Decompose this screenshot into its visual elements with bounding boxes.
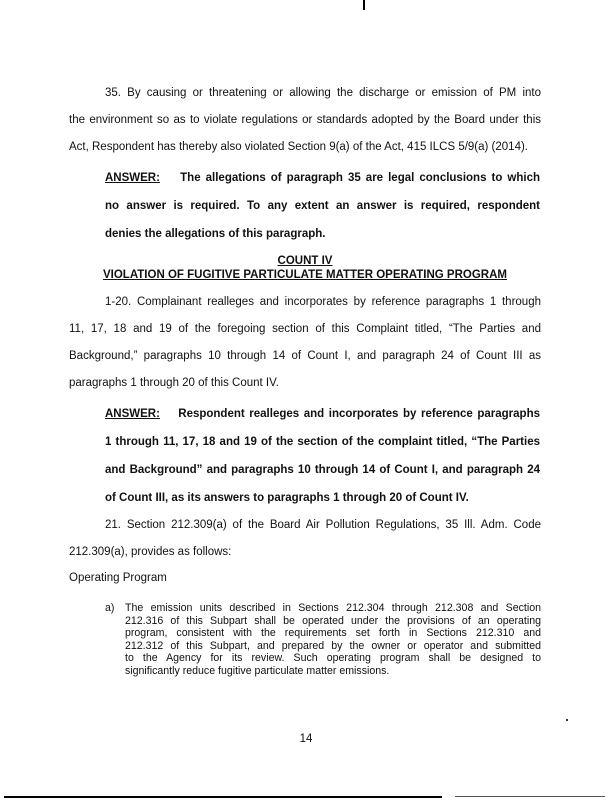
paragraph-line: the environment so as to violate regulations or standards adopted by the Board under this: [69, 114, 541, 126]
count-heading: [69, 254, 541, 282]
count-title: COUNT IV: [277, 255, 333, 267]
scan-mark-top: [363, 0, 365, 10]
quote-line: The emission units described in Sections 212.304 through 212.308 and Section: [125, 602, 541, 614]
paragraph-line: Background,” paragraphs 10 through 14 of Count I, and paragraph 24 of Count III as: [69, 350, 541, 362]
answer-35: [105, 164, 540, 248]
paragraph-line: Act, Respondent has thereby also violated Section 9(a) of the Act, 415 ILCS 5/9(a) (2014).: [69, 141, 528, 153]
answer-label: ANSWER:: [105, 172, 160, 184]
scan-speck: [566, 719, 568, 721]
quote-line: program, consistent with the requirements set forth in Sections 212.310 and: [125, 627, 541, 639]
paragraph-line: 1-20. Complainant realleges and incorporates by reference paragraphs 1 through: [105, 296, 541, 308]
page-number: 14: [299, 733, 313, 745]
paragraph-line: 11, 17, 18 and 19 of the foregoing section of this Complaint titled, “The Parties and: [69, 323, 541, 335]
answer-1-20: [105, 400, 540, 512]
answer-line: 1 through 11, 17, 18 and 19 of the section of the complaint titled, “The Parties: [105, 436, 540, 448]
count-subtitle: VIOLATION OF FUGITIVE PARTICULATE MATTER OPERATING PROGRAM: [103, 269, 507, 281]
list-marker: a): [105, 602, 115, 614]
quote-line: significantly reduce fugitive particulate matter emissions.: [125, 664, 390, 677]
operating-program-label: Operating Program: [69, 572, 167, 584]
paragraph-line: 21. Section 212.309(a) of the Board Air Pollution Regulations, 35 Ill. Adm. Code: [105, 519, 541, 531]
quote-line: 212.316 of this Subpart shall be operated under the provisions of an operating: [125, 614, 541, 627]
paragraph-line: paragraphs 1 through 20 of this Count IV.: [69, 377, 279, 389]
quote-line: to the Agency for its review. Such operating program shall be designed to: [125, 652, 541, 664]
paragraph-35: [69, 80, 541, 161]
answer-label: ANSWER:: [105, 408, 160, 420]
paragraph-1-20: [69, 289, 541, 397]
paragraph-line: 35. By causing or threatening or allowing the discharge or emission of PM into: [105, 87, 541, 99]
quote-line: 212.312 of this Subpart, and prepared by the owner or operator and submitted: [125, 639, 541, 652]
answer-line: no answer is required. To any extent an answer is required, respondent: [105, 200, 540, 212]
paragraph-21: [69, 512, 541, 566]
answer-line: of Count III, as its answers to paragraphs 1 through 20 of Count IV.: [105, 492, 469, 504]
scan-edge-line-right: [455, 796, 605, 797]
scan-edge-line: [4, 796, 442, 798]
paragraph-line: 212.309(a), provides as follows:: [69, 546, 232, 558]
answer-line: denies the allegations of this paragraph.: [105, 228, 326, 240]
answer-text: Respondent realleges and incorporates by reference paragraphs: [178, 408, 540, 420]
answer-text: The allegations of paragraph 35 are legal conclusions to which: [180, 172, 541, 184]
answer-line: and Background” and paragraphs 10 through 14 of Count I, and paragraph 24: [105, 464, 540, 476]
